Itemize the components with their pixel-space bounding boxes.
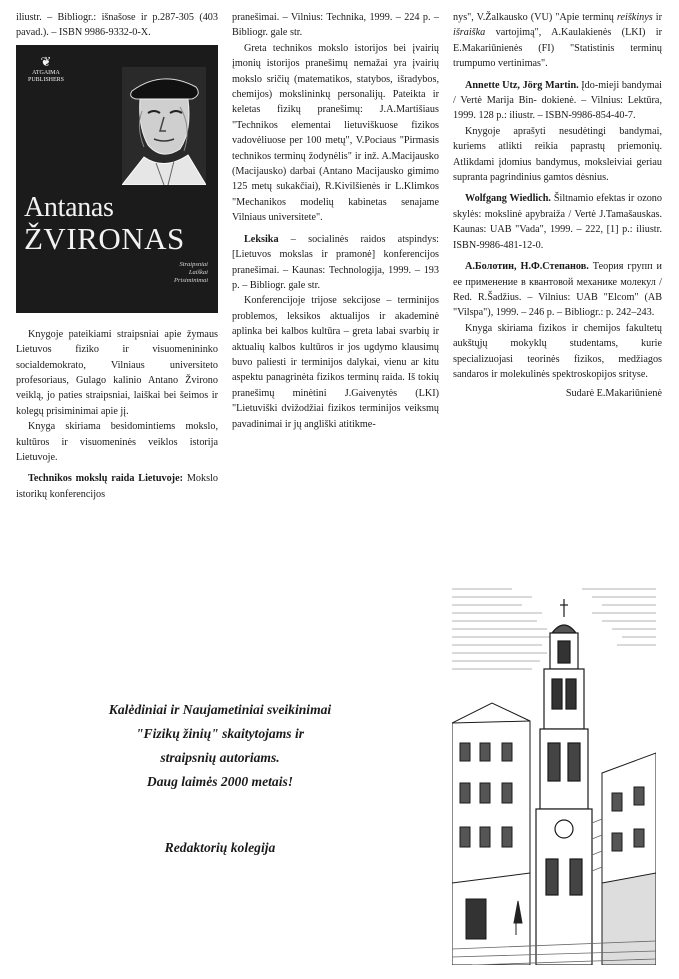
editorial-board-signature: Redaktorių kolegija — [164, 840, 276, 855]
continued-citation: iliustr. – Bibliogr.: išnašose ir p.287-305 (403 pavad.). – ISBN 9986-9332-0-X. — [16, 12, 218, 39]
book-description: Knyga skiriama fizikos ir chemijos fakultetų aukštųjų mokyklų studentams, kurie specializuojasi teorinės fizikos, medžiagos sandaros ir molekulinės spektroskopijos srityse. — [453, 322, 662, 380]
book-authors: А.Болотин, Н.Ф.Степанов. — [465, 261, 589, 273]
book-entry: Annette Utz, Jörg Martin. Įdo-mieji bandymai / Vertė Marija Bin- dokienė. – Vilnius: Lektūra, 1999. 128 p.: iliustr. – ISBN-9986-854-40-7. — [453, 79, 662, 122]
cover-title-surname: ŽVIRONAS — [24, 220, 185, 256]
book-title: Leksika — [244, 233, 279, 245]
book-description: Knygoje aprašyti nesudėtingi bandymai, kuriems atlikti reikia paprastų priemonių. Atlikdami įdomius bandymus, moksleiviai geriau supranta pagrindinius gamtos dėsnius. — [453, 125, 662, 184]
holiday-greeting — [20, 698, 420, 860]
greeting-line: Daug laimės 2000 metais! — [146, 774, 294, 789]
cover-subtitle: Straipsniai Laiškai Prisiminimai — [174, 260, 208, 284]
book-entry: А.Болотин, Н.Ф.Степанов. Теория групп и ее применение в квантовой механике молекул / Red. R.Šadžius. – Vilnius: UAB "Elcom" (AB "Vilspa"), 1999. – 246 p. – Bibliogr.: p. 242–243. — [453, 261, 662, 319]
column-3 — [453, 10, 662, 402]
signature: Sudarė E.Makariūnienė — [565, 388, 662, 400]
book-cover-image — [16, 45, 218, 313]
greeting-line: Kalėdiniai ir Naujametiniai sveikinimai — [108, 702, 332, 717]
portrait-drawing — [122, 67, 206, 185]
continued-text: nys", V.Žalkausko (VU) "Apie terminų reiškinys ir išraiška vartojimą", A.Kaulakienės (LKI) ir E.Makariūnienės (FI) "Statistinis terminų trumpumo vertinimas". — [453, 12, 662, 70]
book-audience: Knyga skiriama besidomintiems mokslo, kultūros ir visuomeninės veiklos istorija Lietuvoje. — [16, 421, 218, 464]
book-entry: Leksika – socialinės raidos atspindys: [Lietuvos mokslas ir pramonė] konferencijos pranešimai. – Kaunas: Technologija, 1999. – 193 p. – Bibliogr. gale str. — [232, 233, 439, 291]
greeting-line: straipsnių autoriams. — [160, 750, 280, 765]
continued-citation: pranešimai. – Vilnius: Technika, 1999. – 224 p. – Bibliogr. gale str. — [232, 12, 439, 39]
book-entry: Technikos mokslų raida Lietuvoje: Mokslo istorikų konferencijos — [16, 473, 218, 500]
book-authors: Annette Utz, Jörg Martin. — [465, 79, 579, 91]
column-2 — [232, 10, 439, 432]
book-author: Wolfgang Wiedlich. — [465, 193, 551, 205]
conference-description: Greta technikos mokslo istorijos bei įvairių įmonių istorijos pranešimų nemažai yra įvairių mokslo sričių (matematikos, statybos, išradybos, chemijos) mokslininkų personalijų. Pateikta ir keletas fizikų pranešimų: J.A.Martišiaus "Technikos elementai lietuviškuose fizikos vadovėliuose per 100 metų", V.Pociaus "Pirmasis technikos terminų žodynėlis" ir inž. A.Macijausko (Macijausko) darbai (Antano Macijausko gimimo 125 metų sukakčiai), R.Kivilšienės ir L.Klimkos "Mechanikos modelių kabinetas senajame Vilniaus universitete". — [232, 42, 439, 224]
book-title: Technikos mokslų raida Lietuvoje: — [28, 473, 183, 485]
book-description: Knygoje pateikiami straipsniai apie žymaus Lietuvos fiziko ir visuomenininko socialdemokrato, Vilniaus universiteto profesoriaus, Gulago kalinio Antano Žvirono veiklą, jo paties straipsniai, laiškai bei šeimos ir kolegų prisiminimai apie jį. — [16, 328, 218, 417]
cover-title-firstname: Antanas — [24, 191, 114, 223]
conference-summary: Konferencijoje trijose sekcijose – terminijos problemos, leksikos aktualijos ir akademinė aplinka bei kalbos kultūra – greta labai svarbių ir aktualių kalbos kultūros ir jos ugdymo klausimų buvo paliesti ir terminijos dalykai, vienu ar kitu aspektu panagrinėta fizikos terminų raida. Iš tokių pranešimų minėtini J.Gaivenytės (LKI) "Lietuviški dvižodžiai fizikos terminijos veiksmų pavadinimai ir jų angliški atitikme- — [232, 295, 439, 430]
column-1 — [16, 10, 218, 502]
church-tower-drawing — [452, 583, 656, 965]
book-entry: Wolfgang Wiedlich. Šiltnamio efektas ir ozono skylės: mokslinė apybraiža / Vertė J.Tamašauskas. Kaunas: UAB "Vada", 1999. – 222, [1] p.: iliustr. ISBN-9986-481-12-0. — [453, 193, 662, 251]
greeting-line: "Fizikų žinių" skaitytojams ir — [135, 726, 305, 741]
publisher-logo: ❦ ATGAIMA PUBLISHERS — [27, 53, 64, 83]
